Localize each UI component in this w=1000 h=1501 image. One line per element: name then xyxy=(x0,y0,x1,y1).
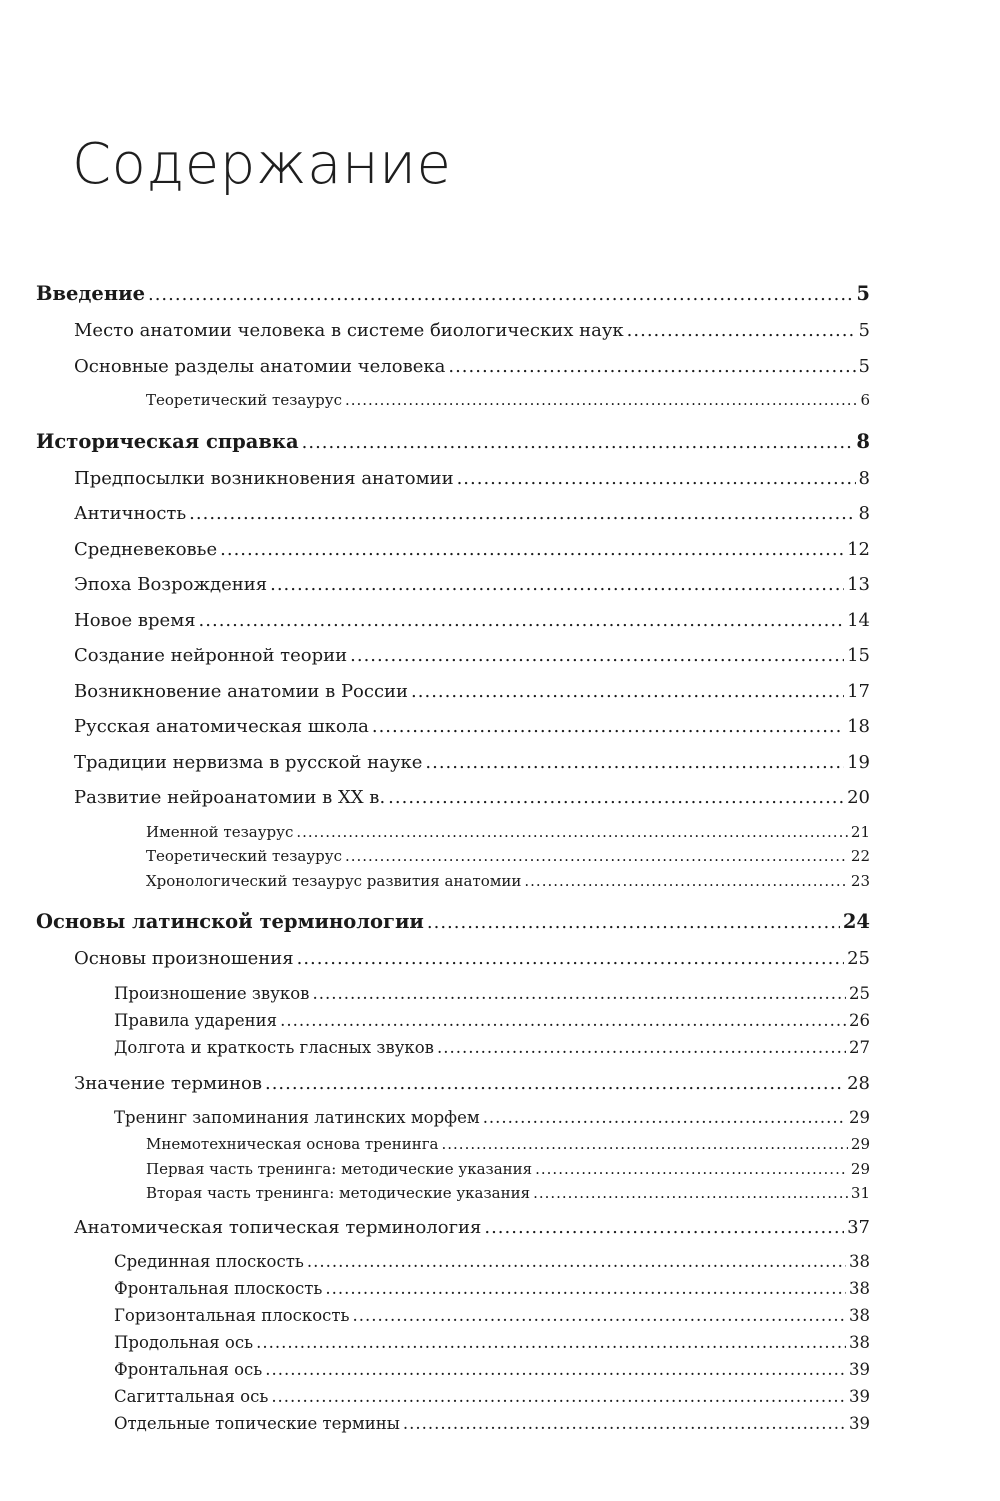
toc-entry[interactable] xyxy=(36,681,870,717)
toc-entry-title: Теоретический тезаурус xyxy=(146,847,342,865)
dot-leader xyxy=(189,503,855,524)
toc-entry-title: Мнемотехническая основа тренинга xyxy=(146,1135,439,1153)
toc-entry-title: Произношение звуков xyxy=(114,983,310,1003)
toc-entry[interactable] xyxy=(36,356,870,392)
dot-leader xyxy=(448,356,855,377)
dot-leader xyxy=(312,984,846,1003)
toc-entry-page: 29 xyxy=(850,1159,870,1178)
dot-leader xyxy=(457,468,856,489)
toc-entry[interactable] xyxy=(36,1279,870,1306)
dot-leader xyxy=(627,320,856,341)
dot-leader xyxy=(270,574,844,595)
toc-entry-title: Горизонтальная плоскость xyxy=(114,1306,350,1325)
toc-entry-page: 29 xyxy=(850,1135,870,1153)
toc-entry-title: Античность xyxy=(74,503,187,524)
toc-entry-title: Тренинг запоминания латинских морфем xyxy=(114,1108,480,1127)
dot-leader xyxy=(442,1135,848,1153)
toc-entry-page: 26 xyxy=(849,1010,870,1030)
toc-entry-title: Новое время xyxy=(74,609,196,631)
dot-leader xyxy=(535,1160,848,1178)
dot-leader xyxy=(265,1360,846,1379)
toc-entry-title: Именной тезаурус xyxy=(146,822,294,841)
toc-entry-title: Анатомическая топическая терминология xyxy=(74,1216,482,1238)
dot-leader xyxy=(425,752,844,773)
toc-entry-title: Фронтальная плоскость xyxy=(114,1279,323,1298)
toc-entry-title: Эпоха Возрождения xyxy=(74,574,268,595)
toc-entry[interactable] xyxy=(36,716,870,752)
toc-entry[interactable] xyxy=(36,468,870,504)
toc-entry-title: Место анатомии человека в системе биологических наук xyxy=(74,320,624,341)
toc-entry-page: 24 xyxy=(842,910,870,933)
toc-entry-title: Средневековье xyxy=(74,538,218,560)
toc-entry-page: 21 xyxy=(850,822,870,841)
dot-leader xyxy=(148,284,853,305)
toc-entry[interactable] xyxy=(36,1184,870,1209)
dot-leader xyxy=(372,716,844,737)
toc-entry-page: 12 xyxy=(847,538,870,560)
dot-leader xyxy=(220,539,844,560)
toc-entry-title: Вторая часть тренинга: методические указания xyxy=(146,1184,531,1202)
dot-leader xyxy=(437,1038,846,1057)
toc-entry-page: 8 xyxy=(858,467,870,489)
toc-entry[interactable] xyxy=(36,847,870,872)
toc-entry-title: Развитие нейроанатомии в XX в. xyxy=(74,787,386,808)
toc-entry-page: 29 xyxy=(849,1108,870,1127)
toc-entry-page: 39 xyxy=(849,1414,870,1433)
toc-entry-page: 14 xyxy=(847,609,870,631)
toc-entry-title: Срединная плоскость xyxy=(114,1252,304,1271)
toc-entry-title: Основы латинской терминологии xyxy=(36,910,424,933)
toc-entry-page: 31 xyxy=(850,1184,870,1202)
dot-leader xyxy=(271,1387,846,1406)
dot-leader xyxy=(403,1414,846,1433)
toc-entry[interactable] xyxy=(36,1414,870,1441)
toc-entry[interactable] xyxy=(36,1073,870,1109)
toc-entry-page: 13 xyxy=(847,574,870,595)
toc-entry[interactable] xyxy=(36,503,870,539)
toc-entry[interactable] xyxy=(36,1038,870,1065)
toc-entry-page: 39 xyxy=(849,1360,870,1379)
toc-entry-page: 18 xyxy=(847,716,870,737)
toc-entry-title: Теоретический тезаурус xyxy=(146,391,342,409)
toc-entry-title: Создание нейронной теории xyxy=(74,645,348,666)
toc-entry[interactable] xyxy=(36,320,870,356)
toc-entry[interactable] xyxy=(36,1333,870,1360)
toc-entry-page: 22 xyxy=(850,847,870,865)
dot-leader xyxy=(484,1217,844,1238)
toc-entry[interactable] xyxy=(36,984,870,1011)
toc-entry[interactable] xyxy=(36,948,870,984)
toc-entry-title: Историческая справка xyxy=(36,429,299,453)
toc-entry[interactable] xyxy=(36,430,870,466)
dot-leader xyxy=(265,1073,844,1094)
dot-leader xyxy=(350,645,844,666)
toc-entry-page: 38 xyxy=(849,1333,870,1352)
toc-entry-page: 38 xyxy=(849,1252,870,1271)
toc-entry-page: 6 xyxy=(860,391,870,409)
toc-entry[interactable] xyxy=(36,1108,870,1135)
toc-entry[interactable] xyxy=(36,1387,870,1414)
dot-leader xyxy=(427,912,840,933)
toc-entry-page: 27 xyxy=(849,1037,870,1057)
toc-entry-page: 8 xyxy=(858,503,870,524)
toc-entry-page: 39 xyxy=(849,1387,870,1406)
page-title: Содержание xyxy=(72,132,452,197)
toc-entry[interactable] xyxy=(36,872,870,897)
toc-entry[interactable] xyxy=(36,391,870,416)
table-of-contents xyxy=(36,282,870,1441)
toc-entry-title: Основные разделы анатомии человека xyxy=(74,355,446,377)
dot-leader xyxy=(388,787,844,808)
toc-entry-page: 38 xyxy=(849,1279,870,1298)
toc-entry-title: Правила ударения xyxy=(114,1010,278,1030)
toc-entry[interactable] xyxy=(36,1360,870,1387)
toc-entry[interactable] xyxy=(36,1160,870,1185)
toc-entry-page: 15 xyxy=(847,645,870,666)
dot-leader xyxy=(353,1306,846,1325)
dot-leader xyxy=(345,391,857,409)
toc-entry[interactable] xyxy=(36,539,870,575)
toc-entry-page: 5 xyxy=(858,320,870,341)
toc-entry-title: Хронологический тезаурус развития анатомии xyxy=(146,871,522,890)
toc-entry-title: Фронтальная ось xyxy=(114,1360,263,1379)
dot-leader xyxy=(307,1252,846,1271)
toc-entry[interactable] xyxy=(36,752,870,788)
dot-leader xyxy=(325,1279,846,1298)
toc-entry[interactable] xyxy=(36,1217,870,1253)
toc-entry-title: Долгота и краткость гласных звуков xyxy=(114,1037,434,1057)
dot-leader xyxy=(345,847,848,865)
dot-leader xyxy=(524,872,848,890)
toc-entry-title: Отдельные топические термины xyxy=(114,1414,400,1433)
toc-entry-title: Первая часть тренинга: методические указания xyxy=(146,1159,533,1178)
toc-entry-page: 38 xyxy=(849,1306,870,1325)
toc-entry[interactable] xyxy=(36,282,870,318)
toc-entry[interactable] xyxy=(36,787,870,823)
toc-entry-title: Традиции нервизма в русской науке xyxy=(74,751,423,773)
dot-leader xyxy=(411,681,844,702)
dot-leader xyxy=(483,1108,846,1127)
toc-entry[interactable] xyxy=(36,645,870,681)
dot-leader xyxy=(533,1184,848,1202)
toc-entry-page: 5 xyxy=(856,282,870,305)
toc-entry-page: 20 xyxy=(847,787,870,808)
toc-entry-page: 23 xyxy=(850,871,870,890)
toc-entry-page: 28 xyxy=(847,1072,870,1094)
toc-entry-title: Основы произношения xyxy=(74,948,294,969)
dot-leader xyxy=(199,610,845,631)
toc-entry[interactable] xyxy=(36,1252,870,1279)
toc-entry[interactable] xyxy=(36,823,870,848)
toc-entry-title: Предпосылки возникновения анатомии xyxy=(74,467,454,489)
toc-entry-page: 17 xyxy=(847,680,870,702)
toc-entry-title: Сагиттальная ось xyxy=(114,1387,269,1406)
toc-entry-page: 37 xyxy=(847,1216,870,1238)
toc-entry[interactable] xyxy=(36,574,870,610)
toc-entry-page: 19 xyxy=(847,751,870,773)
toc-entry-page: 5 xyxy=(858,355,870,377)
toc-entry[interactable] xyxy=(36,1011,870,1038)
toc-entry-page: 8 xyxy=(856,429,870,453)
toc-entry-title: Введение xyxy=(36,282,145,305)
dot-leader xyxy=(302,432,854,453)
dot-leader xyxy=(297,948,844,969)
toc-entry-title: Продольная ось xyxy=(114,1333,254,1352)
toc-entry[interactable] xyxy=(36,610,870,646)
toc-entry[interactable] xyxy=(36,1306,870,1333)
dot-leader xyxy=(296,823,848,841)
toc-entry-title: Возникновение анатомии в России xyxy=(74,680,409,702)
toc-entry[interactable] xyxy=(36,910,870,946)
toc-entry-title: Русская анатомическая школа xyxy=(74,716,369,737)
dot-leader xyxy=(256,1333,846,1352)
toc-entry-page: 25 xyxy=(847,948,870,969)
toc-entry-title: Значение терминов xyxy=(74,1072,262,1094)
dot-leader xyxy=(280,1011,846,1030)
toc-entry[interactable] xyxy=(36,1135,870,1160)
toc-entry-page: 25 xyxy=(849,983,870,1003)
